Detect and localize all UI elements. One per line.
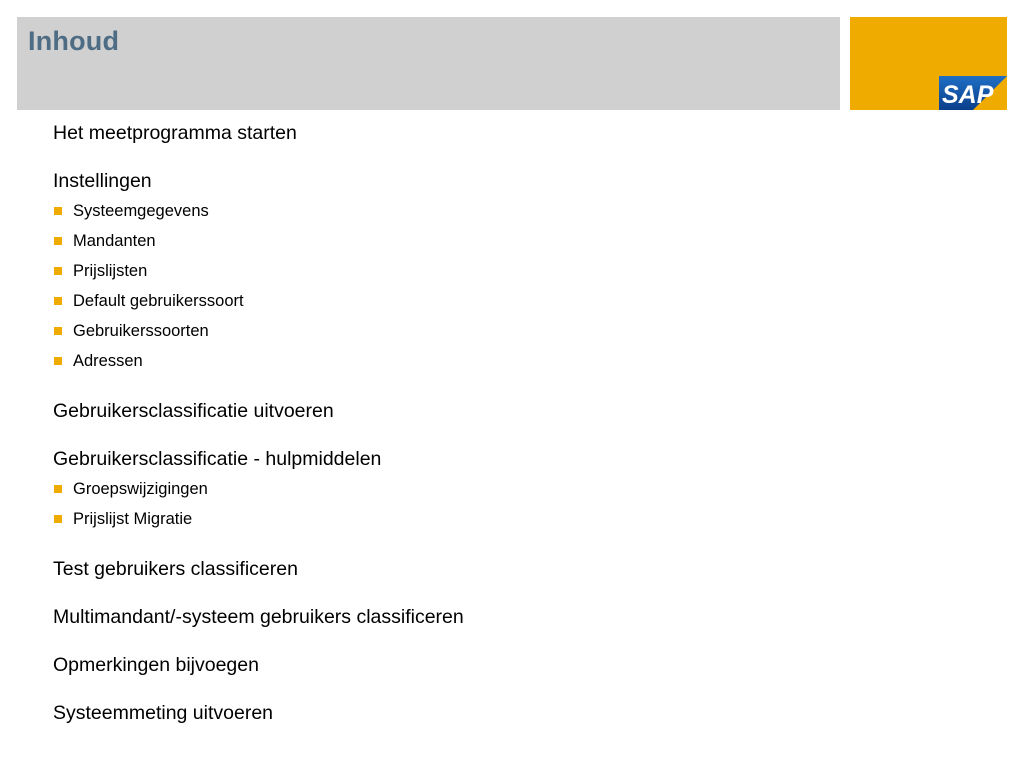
- list-item: [53, 506, 953, 536]
- section-heading: Systeemmeting uitvoeren: [53, 702, 274, 724]
- bullet-square-icon: [54, 237, 62, 245]
- bullet-square-icon: [54, 357, 62, 365]
- bullet-square-icon: [54, 267, 62, 275]
- section-multimandant: [53, 602, 953, 632]
- list-item: [53, 348, 953, 378]
- list-item-label: Mandanten: [73, 232, 156, 250]
- section-heading: Gebruikersclassificatie - hulpmiddelen: [53, 448, 382, 470]
- subitem-list: [53, 198, 953, 378]
- section-heading: Test gebruikers classificeren: [53, 558, 298, 580]
- logo-panel: [850, 17, 1007, 110]
- list-item: [53, 258, 953, 288]
- section-heading: Multimandant/-systeem gebruikers classificeren: [53, 606, 464, 628]
- section-hulpmiddelen: [53, 444, 953, 536]
- list-item-label: Default gebruikerssoort: [73, 292, 244, 310]
- contents-list: [53, 118, 953, 728]
- section-start: [53, 118, 953, 148]
- list-item-label: Systeemgegevens: [73, 202, 209, 220]
- list-item: [53, 476, 953, 506]
- section-heading: Gebruikersclassificatie uitvoeren: [53, 400, 334, 422]
- bullet-square-icon: [54, 327, 62, 335]
- list-item-label: Prijslijst Migratie: [73, 510, 193, 528]
- section-heading: Instellingen: [53, 170, 152, 192]
- bullet-square-icon: [54, 515, 62, 523]
- sap-logo-icon: [939, 76, 1007, 110]
- list-item-label: Gebruikerssoorten: [73, 322, 209, 340]
- list-item: [53, 288, 953, 318]
- page-title: Inhoud: [28, 26, 120, 56]
- section-classificatie: [53, 396, 953, 426]
- section-heading: Opmerkingen bijvoegen: [53, 654, 259, 676]
- section-instellingen: [53, 166, 953, 378]
- title-bar: [17, 17, 840, 110]
- section-opmerkingen: [53, 650, 953, 680]
- list-item: [53, 228, 953, 258]
- sap-logo-text: SAP: [942, 81, 994, 109]
- bullet-square-icon: [54, 207, 62, 215]
- section-systeemmeting: [53, 698, 953, 728]
- section-heading: Het meetprogramma starten: [53, 122, 297, 144]
- list-item: [53, 198, 953, 228]
- bullet-square-icon: [54, 485, 62, 493]
- section-test: [53, 554, 953, 584]
- bullet-square-icon: [54, 297, 62, 305]
- list-item-label: Adressen: [73, 352, 143, 370]
- list-item-label: Prijslijsten: [73, 262, 148, 280]
- list-item: [53, 318, 953, 348]
- list-item-label: Groepswijzigingen: [73, 480, 208, 498]
- subitem-list: [53, 476, 953, 536]
